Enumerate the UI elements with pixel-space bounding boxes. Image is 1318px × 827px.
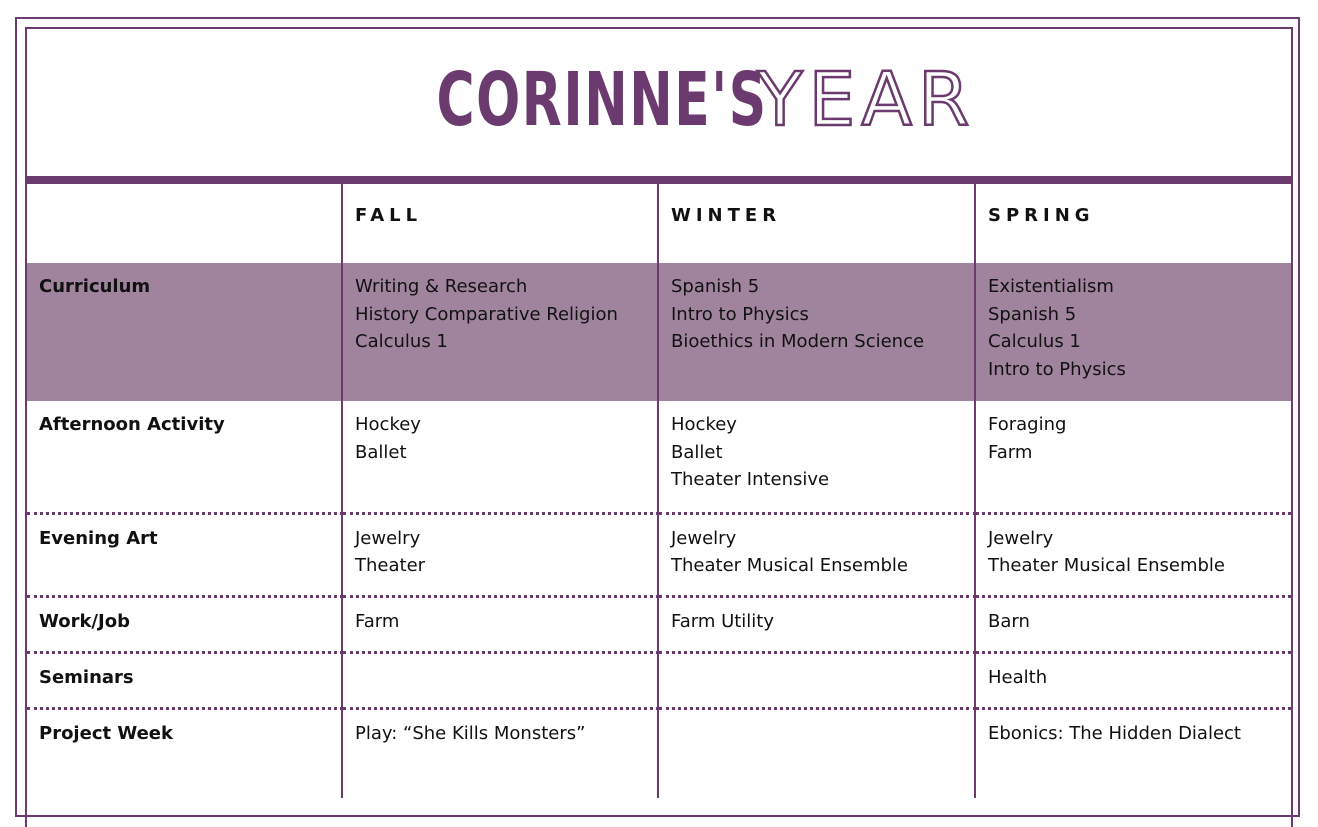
- cell-spring: [975, 513, 1291, 596]
- cell-fall: [342, 263, 658, 401]
- page-title: [25, 55, 1293, 145]
- course-item: Jewelry: [671, 527, 737, 549]
- table-row: [27, 652, 1291, 708]
- course-item: Intro to Physics: [988, 358, 1126, 380]
- course-item: Ballet: [355, 441, 407, 463]
- row-label: Evening Art: [27, 513, 342, 596]
- course-item: Bioethics in Modern Science: [671, 331, 925, 352]
- cell-spring: [975, 596, 1291, 652]
- course-item: Calculus 1: [355, 331, 448, 352]
- corner-cell: [27, 184, 342, 263]
- cell-fall: [342, 401, 658, 513]
- course-item: Barn: [988, 610, 1030, 632]
- course-item: Farm Utility: [671, 610, 775, 632]
- course-item: Writing & Research: [355, 276, 528, 297]
- course-item: Ballet: [671, 441, 723, 463]
- row-label: Work/Job: [27, 596, 342, 652]
- table-row: [27, 401, 1291, 513]
- row-label: Project Week: [27, 708, 342, 798]
- season-spring: SPRING: [975, 184, 1291, 263]
- course-item: Jewelry: [355, 527, 421, 549]
- course-item: Hockey: [355, 414, 421, 435]
- cell-winter: [658, 401, 975, 513]
- season-fall: FALL: [342, 184, 658, 263]
- cell-winter: [658, 513, 975, 596]
- course-item: Theater Intensive: [671, 469, 830, 490]
- cell-spring: [975, 263, 1291, 401]
- table-row: [27, 708, 1291, 798]
- cell-spring: [975, 401, 1291, 513]
- course-item: Farm: [355, 610, 400, 632]
- cell-fall: [342, 652, 658, 708]
- cell-fall: [342, 596, 658, 652]
- course-item: Health: [988, 666, 1048, 688]
- cell-spring: [975, 652, 1291, 708]
- table-row: [27, 596, 1291, 652]
- cell-winter: [658, 596, 975, 652]
- course-item: Jewelry: [988, 527, 1054, 549]
- season-header-row: [27, 184, 1291, 263]
- cell-winter: [658, 263, 975, 401]
- schedule-table: [27, 184, 1291, 798]
- table-row: [27, 513, 1291, 596]
- course-item: Theater Musical Ensemble: [671, 555, 908, 576]
- header-divider: [25, 176, 1293, 184]
- course-item: Intro to Physics: [671, 303, 809, 325]
- table-row: [27, 263, 1291, 401]
- course-item: Farm: [988, 441, 1033, 463]
- season-winter: WINTER: [658, 184, 975, 263]
- cell-fall: [342, 708, 658, 798]
- course-item: Spanish 5: [671, 276, 760, 297]
- course-item: Spanish 5: [988, 303, 1077, 325]
- title-bold: CORINNE'S: [436, 57, 768, 143]
- row-label: Curriculum: [27, 263, 342, 401]
- course-item: Hockey: [671, 414, 737, 435]
- course-item: Foraging: [988, 414, 1067, 435]
- course-item: Theater Musical Ensemble: [988, 555, 1225, 576]
- cell-fall: [342, 513, 658, 596]
- course-item: Calculus 1: [988, 331, 1081, 352]
- cell-spring: [975, 708, 1291, 798]
- row-label: Afternoon Activity: [39, 414, 225, 435]
- course-item: History Comparative Religion: [355, 303, 618, 325]
- cell-winter: [658, 652, 975, 708]
- row-label: Seminars: [27, 652, 342, 708]
- course-item: Play: “She Kills Monsters”: [355, 722, 586, 744]
- cell-winter: [658, 708, 975, 798]
- course-item: Theater: [355, 555, 426, 576]
- course-item: Existentialism: [988, 276, 1114, 297]
- course-item: Ebonics: The Hidden Dialect: [988, 722, 1241, 744]
- title-outline: YEAR: [757, 57, 976, 143]
